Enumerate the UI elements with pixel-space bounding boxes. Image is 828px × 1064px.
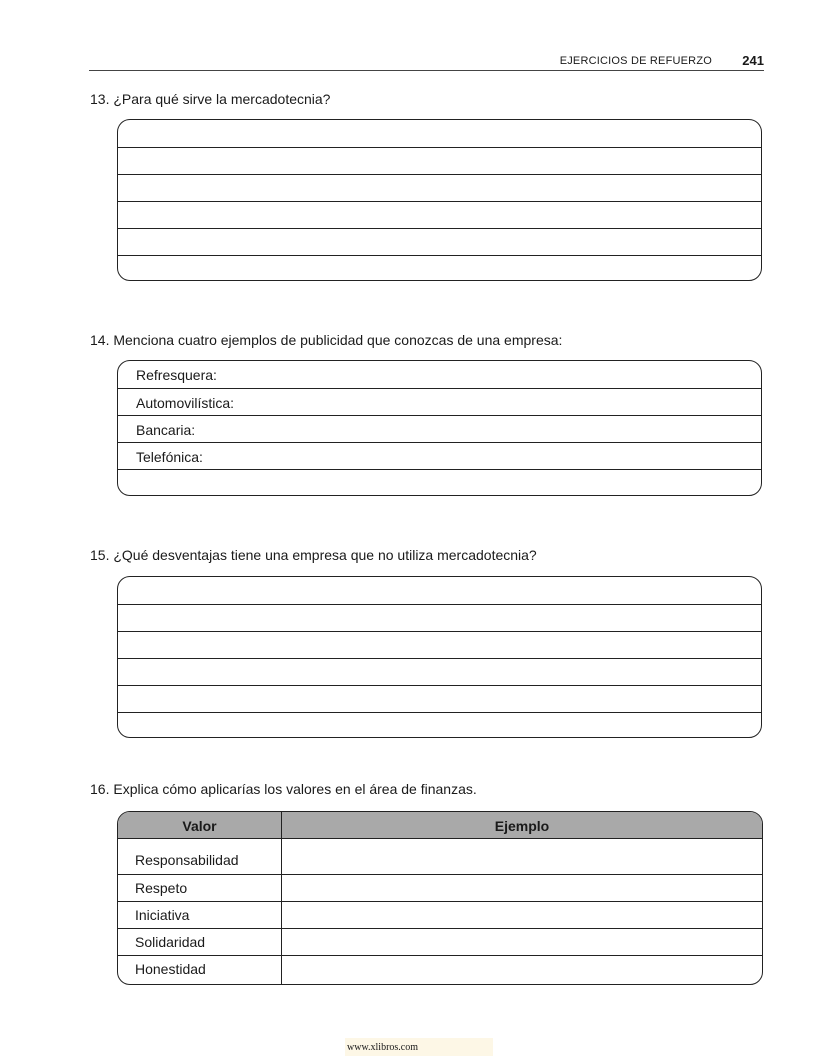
- table-header: [118, 812, 762, 839]
- question-16: 16. Explica cómo aplicarías los valores en el área de finanzas.: [90, 781, 477, 797]
- answer-line[interactable]: [118, 442, 761, 469]
- answer-line[interactable]: [118, 577, 761, 604]
- answer-line[interactable]: [118, 174, 761, 201]
- value-label: Honestidad: [135, 961, 206, 977]
- answer-line[interactable]: [118, 712, 761, 738]
- answer-line[interactable]: [118, 685, 761, 712]
- answer-line[interactable]: [118, 388, 761, 415]
- item-label: Refresquera:: [136, 367, 217, 383]
- page-header: [89, 52, 764, 71]
- table-row[interactable]: [118, 955, 762, 984]
- answer-line[interactable]: [118, 469, 761, 496]
- value-label: Respeto: [135, 880, 188, 896]
- footer-url[interactable]: [345, 1038, 493, 1056]
- item-label: Telefónica:: [136, 449, 203, 465]
- answer-line[interactable]: [118, 415, 761, 442]
- table-row[interactable]: [118, 874, 762, 901]
- section-title: EJERCICIOS DE REFUERZO: [559, 55, 712, 67]
- table-row[interactable]: [118, 839, 762, 874]
- value-label: Solidaridad: [135, 934, 206, 950]
- answer-line[interactable]: [118, 361, 761, 388]
- value-label: Iniciativa: [135, 907, 190, 923]
- answer-line[interactable]: [118, 228, 761, 255]
- answer-line[interactable]: [118, 201, 761, 228]
- values-table: [117, 811, 763, 985]
- answer-line[interactable]: [118, 658, 761, 685]
- value-label: Responsabilidad: [135, 852, 239, 868]
- answer-box-14[interactable]: [117, 360, 762, 496]
- answer-line[interactable]: [118, 147, 761, 174]
- col-valor-header: Valor: [182, 818, 217, 834]
- answer-line[interactable]: [118, 255, 761, 281]
- answer-box-15[interactable]: [117, 576, 762, 738]
- table-row[interactable]: [118, 928, 762, 955]
- question-15: 15. ¿Qué desventajas tiene una empresa que no utiliza mercadotecnia?: [90, 547, 537, 563]
- question-14: 14. Menciona cuatro ejemplos de publicidad que conozcas de una empresa:: [90, 332, 563, 348]
- answer-line[interactable]: [118, 631, 761, 658]
- answer-line[interactable]: [118, 120, 761, 147]
- page-number: 241: [742, 53, 764, 68]
- item-label: Automovilística:: [136, 395, 235, 411]
- col-ejemplo-header: Ejemplo: [494, 818, 550, 834]
- answer-box-13[interactable]: [117, 119, 762, 281]
- footer-url-text[interactable]: www.xlibros.com: [347, 1042, 419, 1053]
- table-row[interactable]: [118, 901, 762, 928]
- question-13: 13. ¿Para qué sirve la mercadotecnia?: [90, 91, 331, 107]
- item-label: Bancaria:: [136, 422, 196, 438]
- answer-line[interactable]: [118, 604, 761, 631]
